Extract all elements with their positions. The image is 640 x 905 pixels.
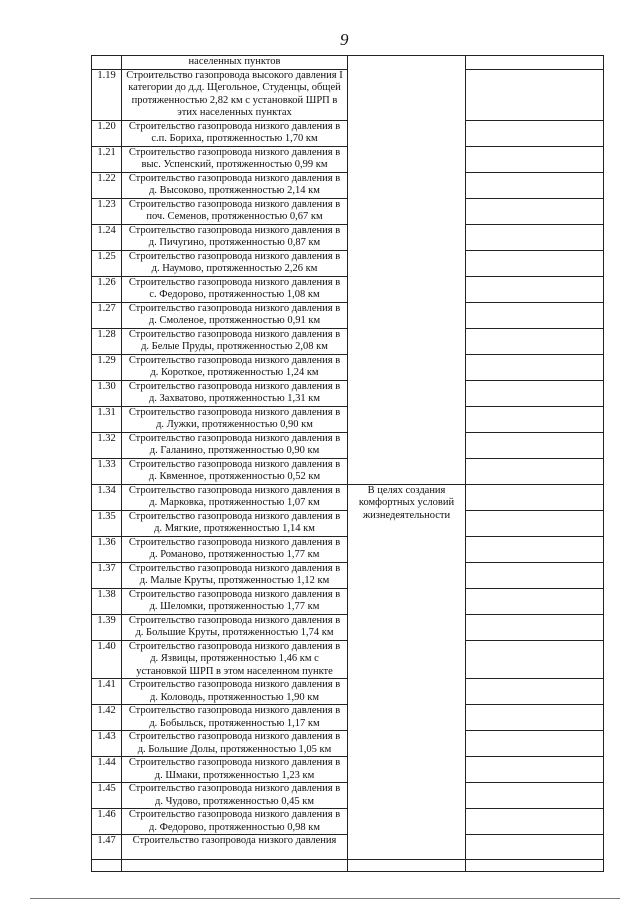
row-description <box>122 860 348 872</box>
row-number: 1.33 <box>92 458 122 484</box>
empty-cell <box>466 809 604 835</box>
empty-cell <box>466 69 604 120</box>
row-description: Строительство газопровода низкого давления в д. Язвицы, протяженностью 1,46 км с установкой ШРП в этом населенном пункте <box>122 640 348 679</box>
row-number: 1.42 <box>92 705 122 731</box>
row-number: 1.44 <box>92 757 122 783</box>
empty-cell <box>466 146 604 172</box>
row-description: Строительство газопровода низкого давления в с.п. Бориха, протяженностью 1,70 км <box>122 120 348 146</box>
empty-cell <box>466 198 604 224</box>
row-number: 1.46 <box>92 809 122 835</box>
row-number: 1.30 <box>92 380 122 406</box>
table-row <box>92 56 604 70</box>
row-description: Строительство газопровода низкого давления в д. Пичугино, протяженностью 0,87 км <box>122 224 348 250</box>
row-number: 1.41 <box>92 679 122 705</box>
row-description: Строительство газопровода низкого давления в д. Бобыльск, протяженностью 1,17 км <box>122 705 348 731</box>
row-description: Строительство газопровода низкого давления в д. Квменное, протяженностью 0,52 км <box>122 458 348 484</box>
row-description: Строительство газопровода низкого давления в д. Наумово, протяженностью 2,26 км <box>122 250 348 276</box>
row-number <box>92 860 122 872</box>
empty-cell <box>466 380 604 406</box>
row-description: Строительство газопровода высокого давления I категории до д.д. Щегольное, Студенцы, общей протяженностью 2,82 км с установкой ШРП в этих населенных пунктах <box>122 69 348 120</box>
row-description: населенных пунктов <box>122 56 348 70</box>
row-number: 1.32 <box>92 432 122 458</box>
empty-cell <box>466 835 604 860</box>
row-description: Строительство газопровода низкого давления в д. Романово, протяженностью 1,77 км <box>122 536 348 562</box>
row-description: Строительство газопровода низкого давления в д. Малые Круты, протяженностью 1,12 км <box>122 562 348 588</box>
empty-cell <box>466 250 604 276</box>
row-description: Строительство газопровода низкого давления в д. Чудово, протяженностью 0,45 км <box>122 783 348 809</box>
empty-cell <box>466 302 604 328</box>
page-number: 9 <box>340 30 349 49</box>
row-number: 1.26 <box>92 276 122 302</box>
row-description: Строительство газопровода низкого давления в д. Большие Круты, протяженностью 1,74 км <box>122 614 348 640</box>
row-description: Строительство газопровода низкого давления в д. Марковка, протяженностью 1,07 км <box>122 484 348 510</box>
row-number: 1.20 <box>92 120 122 146</box>
row-description: Строительство газопровода низкого давления в д. Смоленое, протяженностью 0,91 км <box>122 302 348 328</box>
empty-cell <box>466 458 604 484</box>
row-number: 1.36 <box>92 536 122 562</box>
empty-cell <box>466 536 604 562</box>
empty-cell <box>466 640 604 679</box>
empty-cell <box>466 432 604 458</box>
row-number: 1.19 <box>92 69 122 120</box>
row-description: Строительство газопровода низкого давления в д. Захватово, протяженностью 1,31 км <box>122 380 348 406</box>
row-description: Строительство газопровода низкого давления в д. Лужки, протяженностью 0,90 км <box>122 406 348 432</box>
row-number: 1.40 <box>92 640 122 679</box>
row-number: 1.47 <box>92 835 122 860</box>
row-description: Строительство газопровода низкого давления в д. Федорово, протяженностью 0,98 км <box>122 809 348 835</box>
empty-cell <box>466 757 604 783</box>
row-description: Строительство газопровода низкого давления в д. Большие Долы, протяженностью 1,05 км <box>122 731 348 757</box>
row-number: 1.34 <box>92 484 122 510</box>
row-number: 1.38 <box>92 588 122 614</box>
row-description: Строительство газопровода низкого давления в выс. Успенский, протяженностью 0,99 км <box>122 146 348 172</box>
row-number: 1.27 <box>92 302 122 328</box>
row-number: 1.24 <box>92 224 122 250</box>
empty-cell <box>466 562 604 588</box>
empty-cell <box>466 705 604 731</box>
empty-cell <box>466 783 604 809</box>
row-description: Строительство газопровода низкого давления в д. Короткое, протяженностью 1,24 км <box>122 354 348 380</box>
row-description: Строительство газопровода низкого давления в д. Коловодь, протяженностью 1,90 км <box>122 679 348 705</box>
row-number: 1.37 <box>92 562 122 588</box>
row-number: 1.31 <box>92 406 122 432</box>
empty-cell <box>466 614 604 640</box>
table-row <box>92 484 604 510</box>
program-table <box>91 55 604 872</box>
row-description: Строительство газопровода низкого давления в д. Высоково, протяженностью 2,14 км <box>122 172 348 198</box>
table-row <box>92 860 604 872</box>
empty-cell <box>466 224 604 250</box>
row-number: 1.23 <box>92 198 122 224</box>
empty-cell <box>466 679 604 705</box>
row-number: 1.22 <box>92 172 122 198</box>
row-number: 1.43 <box>92 731 122 757</box>
row-number: 1.45 <box>92 783 122 809</box>
empty-cell <box>466 510 604 536</box>
empty-cell <box>466 731 604 757</box>
empty-cell <box>466 172 604 198</box>
empty-cell <box>466 484 604 510</box>
row-description: Строительство газопровода низкого давления в с. Федорово, протяженностью 1,08 км <box>122 276 348 302</box>
empty-cell <box>466 860 604 872</box>
row-description: Строительство газопровода низкого давления в д. Шмаки, протяженностью 1,23 км <box>122 757 348 783</box>
empty-cell <box>466 328 604 354</box>
purpose-cell-upper <box>348 56 466 485</box>
row-number: 1.28 <box>92 328 122 354</box>
empty-cell <box>466 276 604 302</box>
row-description: Строительство газопровода низкого давления в поч. Семенов, протяженностью 0,67 км <box>122 198 348 224</box>
row-description: Строительство газопровода низкого давления <box>122 835 348 860</box>
row-number <box>92 56 122 70</box>
empty-cell <box>466 406 604 432</box>
empty-cell <box>466 120 604 146</box>
purpose-cell: В целях создания комфортных условий жизнедеятельности <box>348 484 466 860</box>
scan-artifact-line <box>30 898 620 899</box>
empty-cell <box>348 860 466 872</box>
empty-cell <box>466 56 604 70</box>
empty-cell <box>466 588 604 614</box>
row-description: Строительство газопровода низкого давления в д. Галанино, протяженностью 0,90 км <box>122 432 348 458</box>
row-number: 1.25 <box>92 250 122 276</box>
row-description: Строительство газопровода низкого давления в д. Белые Пруды, протяженностью 2,08 км <box>122 328 348 354</box>
row-number: 1.39 <box>92 614 122 640</box>
row-number: 1.21 <box>92 146 122 172</box>
row-description: Строительство газопровода низкого давления в д. Шеломки, протяженностью 1,77 км <box>122 588 348 614</box>
row-description: Строительство газопровода низкого давления в д. Мягкие, протяженностью 1,14 км <box>122 510 348 536</box>
empty-cell <box>466 354 604 380</box>
row-number: 1.29 <box>92 354 122 380</box>
row-number: 1.35 <box>92 510 122 536</box>
